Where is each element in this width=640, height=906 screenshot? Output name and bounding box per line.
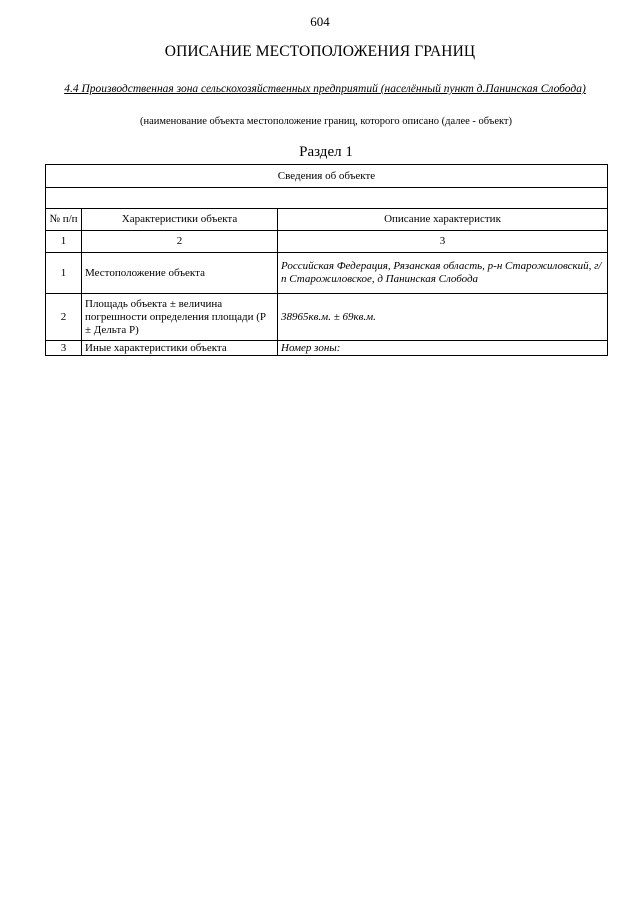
- table-row: [46, 341, 608, 356]
- row-number: 3: [46, 341, 82, 356]
- row-description: Номер зоны:: [278, 341, 608, 356]
- row-description: 38965кв.м. ± 69кв.м.: [278, 294, 608, 341]
- column-number-3: 3: [278, 231, 608, 253]
- object-info-table: [45, 164, 608, 356]
- column-number-2: 2: [82, 231, 278, 253]
- table-empty-row: [46, 188, 608, 209]
- section-title: Раздел 1: [299, 144, 353, 160]
- column-header-number: № п/п: [46, 209, 82, 231]
- page-number: 604: [310, 14, 330, 29]
- table-header-row: [46, 165, 608, 188]
- table-row: [46, 294, 608, 341]
- column-numbers-row: [46, 231, 608, 253]
- row-characteristic: Местоположение объекта: [82, 253, 278, 294]
- table-empty-cell: [46, 188, 608, 209]
- table-row: [46, 253, 608, 294]
- row-number: 2: [46, 294, 82, 341]
- column-header-description: Описание характеристик: [278, 209, 608, 231]
- column-header-characteristic: Характеристики объекта: [82, 209, 278, 231]
- table-header: Сведения об объекте: [46, 165, 608, 188]
- column-number-1: 1: [46, 231, 82, 253]
- row-number: 1: [46, 253, 82, 294]
- row-description: Российская Федерация, Рязанская область, р-н Старожиловский, г/п Старожиловское, д Панинская Слобода: [278, 253, 608, 294]
- row-characteristic: Площадь объекта ± величина погрешности определения площади (Р ± Дельта Р): [82, 294, 278, 341]
- object-caption: (наименование объекта местоположение границ, которого описано (далее - объект): [139, 116, 513, 127]
- row-characteristic: Иные характеристики объекта: [82, 341, 278, 356]
- object-name: 4.4 Производственная зона сельскохозяйственных предприятий (населённый пункт д.Панинская Слобода): [64, 83, 586, 95]
- column-headers-row: [46, 209, 608, 231]
- document-title: ОПИСАНИЕ МЕСТОПОЛОЖЕНИЯ ГРАНИЦ: [164, 43, 476, 60]
